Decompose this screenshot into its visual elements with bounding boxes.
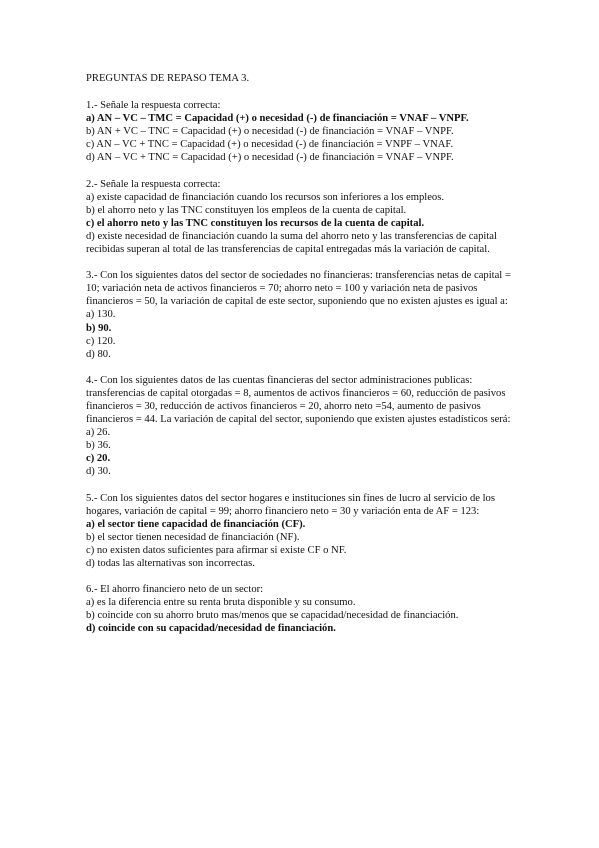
answer-option: d) existe necesidad de financiación cuando la suma del ahorro neto y las transferencias de capital recibidas superan al total de las transferencias de capital entregadas más la variación de capital. (86, 230, 497, 256)
answer-option-correct: b) 90. (86, 322, 112, 334)
question-2 (86, 178, 526, 257)
answer-option: c) no existen datos suficientes para afirmar si existe CF o NF. (86, 544, 347, 556)
answer-option: b) AN + VC – TNC = Capacidad (+) o necesidad (-) de financiación = VNAF – VNPF. (86, 126, 454, 138)
answer-option-correct: d) coincide con su capacidad/necesidad de financiación. (86, 623, 336, 635)
question-stem: 5.- Con los siguientes datos del sector hogares e instituciones sin fines de lucro al servicio de los hogares, variación de capital = 99; ahorro financiero neto = 30 y variación enta de AF = 123: (86, 492, 495, 517)
question-stem: 4.- Con los siguientes datos de las cuentas financieras del sector administraciones publicas: transferencias de capital otorgadas = 8, aumentos de activos financieros = 60, reducción de pasivos financieros = 30, reducción de activos financieros = 20, ahorro neto =54, aumento de pasivos financieros = 44. La variación de capital del sector, suponiendo que existen ajustes estadísticos será: (86, 374, 511, 426)
answer-option: a) es la diferencia entre su renta bruta disponible y su consumo. (86, 597, 356, 609)
answer-option: d) todas las alternativas son incorrectas. (86, 558, 255, 569)
answer-option: d) 30. (86, 466, 111, 478)
question-stem: 1.- Señale la respuesta correcta: (86, 100, 221, 112)
answer-option: d) AN – VC + TNC = Capacidad (+) o necesidad (-) de financiación = VNAF – VNPF. (86, 152, 454, 164)
document-page (86, 72, 526, 648)
document-title: PREGUNTAS DE REPASO TEMA 3. (86, 73, 250, 84)
answer-option: a) existe capacidad de financiación cuando los recursos son inferiores a los empleos. (86, 191, 444, 203)
question-6 (86, 583, 526, 635)
question-stem: 2.- Señale la respuesta correcta: (86, 178, 221, 190)
answer-option-correct: c) el ahorro neto y las TNC constituyen los recursos de la cuenta de capital. (86, 217, 425, 229)
question-1 (86, 99, 526, 164)
answer-option: b) coincide con su ahorro bruto mas/menos que se capacidad/necesidad de financiación. (86, 610, 459, 622)
question-stem: 6.- El ahorro financiero neto de un sector: (86, 584, 264, 596)
answer-option: c) AN – VC + TNC = Capacidad (+) o necesidad (-) de financiación = VNPF – VNAF. (86, 139, 454, 151)
answer-option: b) 36. (86, 440, 111, 452)
answer-option: b) el sector tienen necesidad de financiación (NF). (86, 531, 300, 543)
question-3 (86, 269, 526, 361)
answer-option: b) el ahorro neto y las TNC constituyen los empleos de la cuenta de capital. (86, 204, 407, 216)
answer-option: c) 120. (86, 335, 116, 347)
answer-option-correct: c) 20. (86, 453, 111, 465)
answer-option: a) 130. (86, 309, 116, 321)
answer-option: a) 26. (86, 427, 111, 439)
answer-option-correct: a) el sector tiene capacidad de financiación (CF). (86, 518, 306, 530)
question-4 (86, 374, 526, 479)
answer-option-correct: a) AN – VC – TMC = Capacidad (+) o necesidad (-) de financiación = VNAF – VNPF. (86, 113, 469, 125)
question-stem: 3.- Con los siguientes datos del sector de sociedades no financieras: transferencias netas de capital = 10; variación neta de activos financieros = 70; ahorro neto = 100 y variación neta de pasivos financieros = 50, la variación de capital de este sector, suponiendo que no existen ajustes es igual a: (86, 270, 511, 308)
answer-option: d) 80. (86, 348, 111, 360)
question-5 (86, 492, 526, 571)
